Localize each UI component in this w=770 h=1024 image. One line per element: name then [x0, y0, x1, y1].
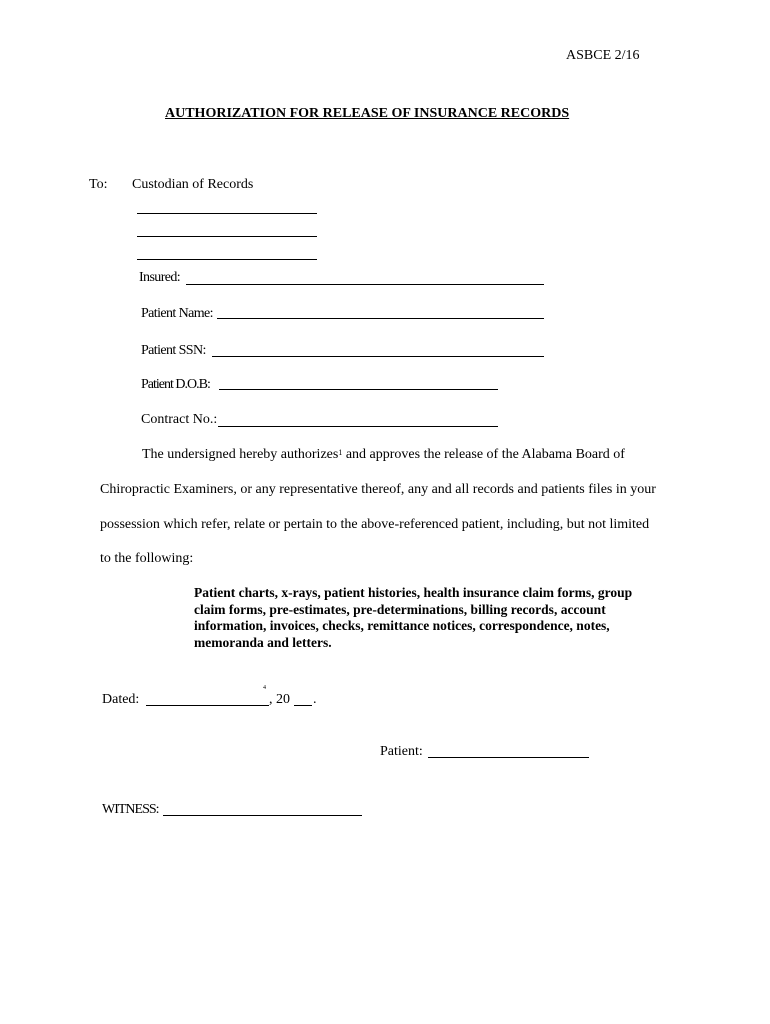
authorization-line-2: Chiropractic Examiners, or any representative thereof, any and all records and patients files in your [100, 482, 656, 497]
authorization-text-after: and approves the release of the Alabama Board of [342, 447, 625, 462]
records-list: Patient charts, x-rays, patient histories, health insurance claim forms, group claim forms, pre-estimates, pre-determinations, billing records, account information, invoices, checks, remittance notices, correspondence, notes, memoranda and letters. [194, 585, 633, 650]
year-suffix: . [313, 692, 317, 707]
patient-dob-field[interactable] [219, 389, 498, 390]
patient-signature-field[interactable] [428, 757, 589, 758]
patient-dob-label: Patient D.O.B: [141, 377, 210, 392]
page-title: AUTHORIZATION FOR RELEASE OF INSURANCE RECORDS [165, 106, 570, 121]
footnote-mark: 1 [338, 448, 343, 457]
address-line-1[interactable] [137, 213, 317, 214]
recipient-name: Custodian of Records [132, 177, 254, 192]
witness-signature-field[interactable] [163, 815, 362, 816]
witness-label: WITNESS: [102, 802, 159, 817]
year-prefix: , 20 [269, 692, 290, 707]
patient-ssn-field[interactable] [212, 356, 544, 357]
patient-name-label: Patient Name: [141, 306, 213, 321]
address-line-2[interactable] [137, 236, 317, 237]
insured-field[interactable] [186, 284, 544, 285]
form-code: ASBCE 2/16 [566, 48, 640, 63]
address-line-3[interactable] [137, 259, 317, 260]
insured-label: Insured: [139, 270, 181, 285]
authorization-text-before: The undersigned hereby authorizes [142, 447, 339, 462]
patient-ssn-label: Patient SSN: [141, 343, 206, 358]
authorization-line-3: possession which refer, relate or pertain to the above-referenced patient, including, but not limited [100, 517, 650, 532]
dated-label: Dated: [102, 692, 140, 707]
authorization-line-4: to the following: [100, 551, 194, 566]
authorization-line-1 [142, 446, 625, 464]
dated-field[interactable] [146, 705, 269, 706]
patient-name-field[interactable] [217, 318, 544, 319]
contract-no-field[interactable] [218, 426, 498, 427]
dated-mark: 4 [263, 685, 266, 691]
contract-no-label: Contract No.: [141, 412, 218, 427]
to-label: To: [89, 177, 108, 192]
year-field[interactable] [294, 705, 312, 706]
patient-signature-label: Patient: [380, 744, 423, 759]
